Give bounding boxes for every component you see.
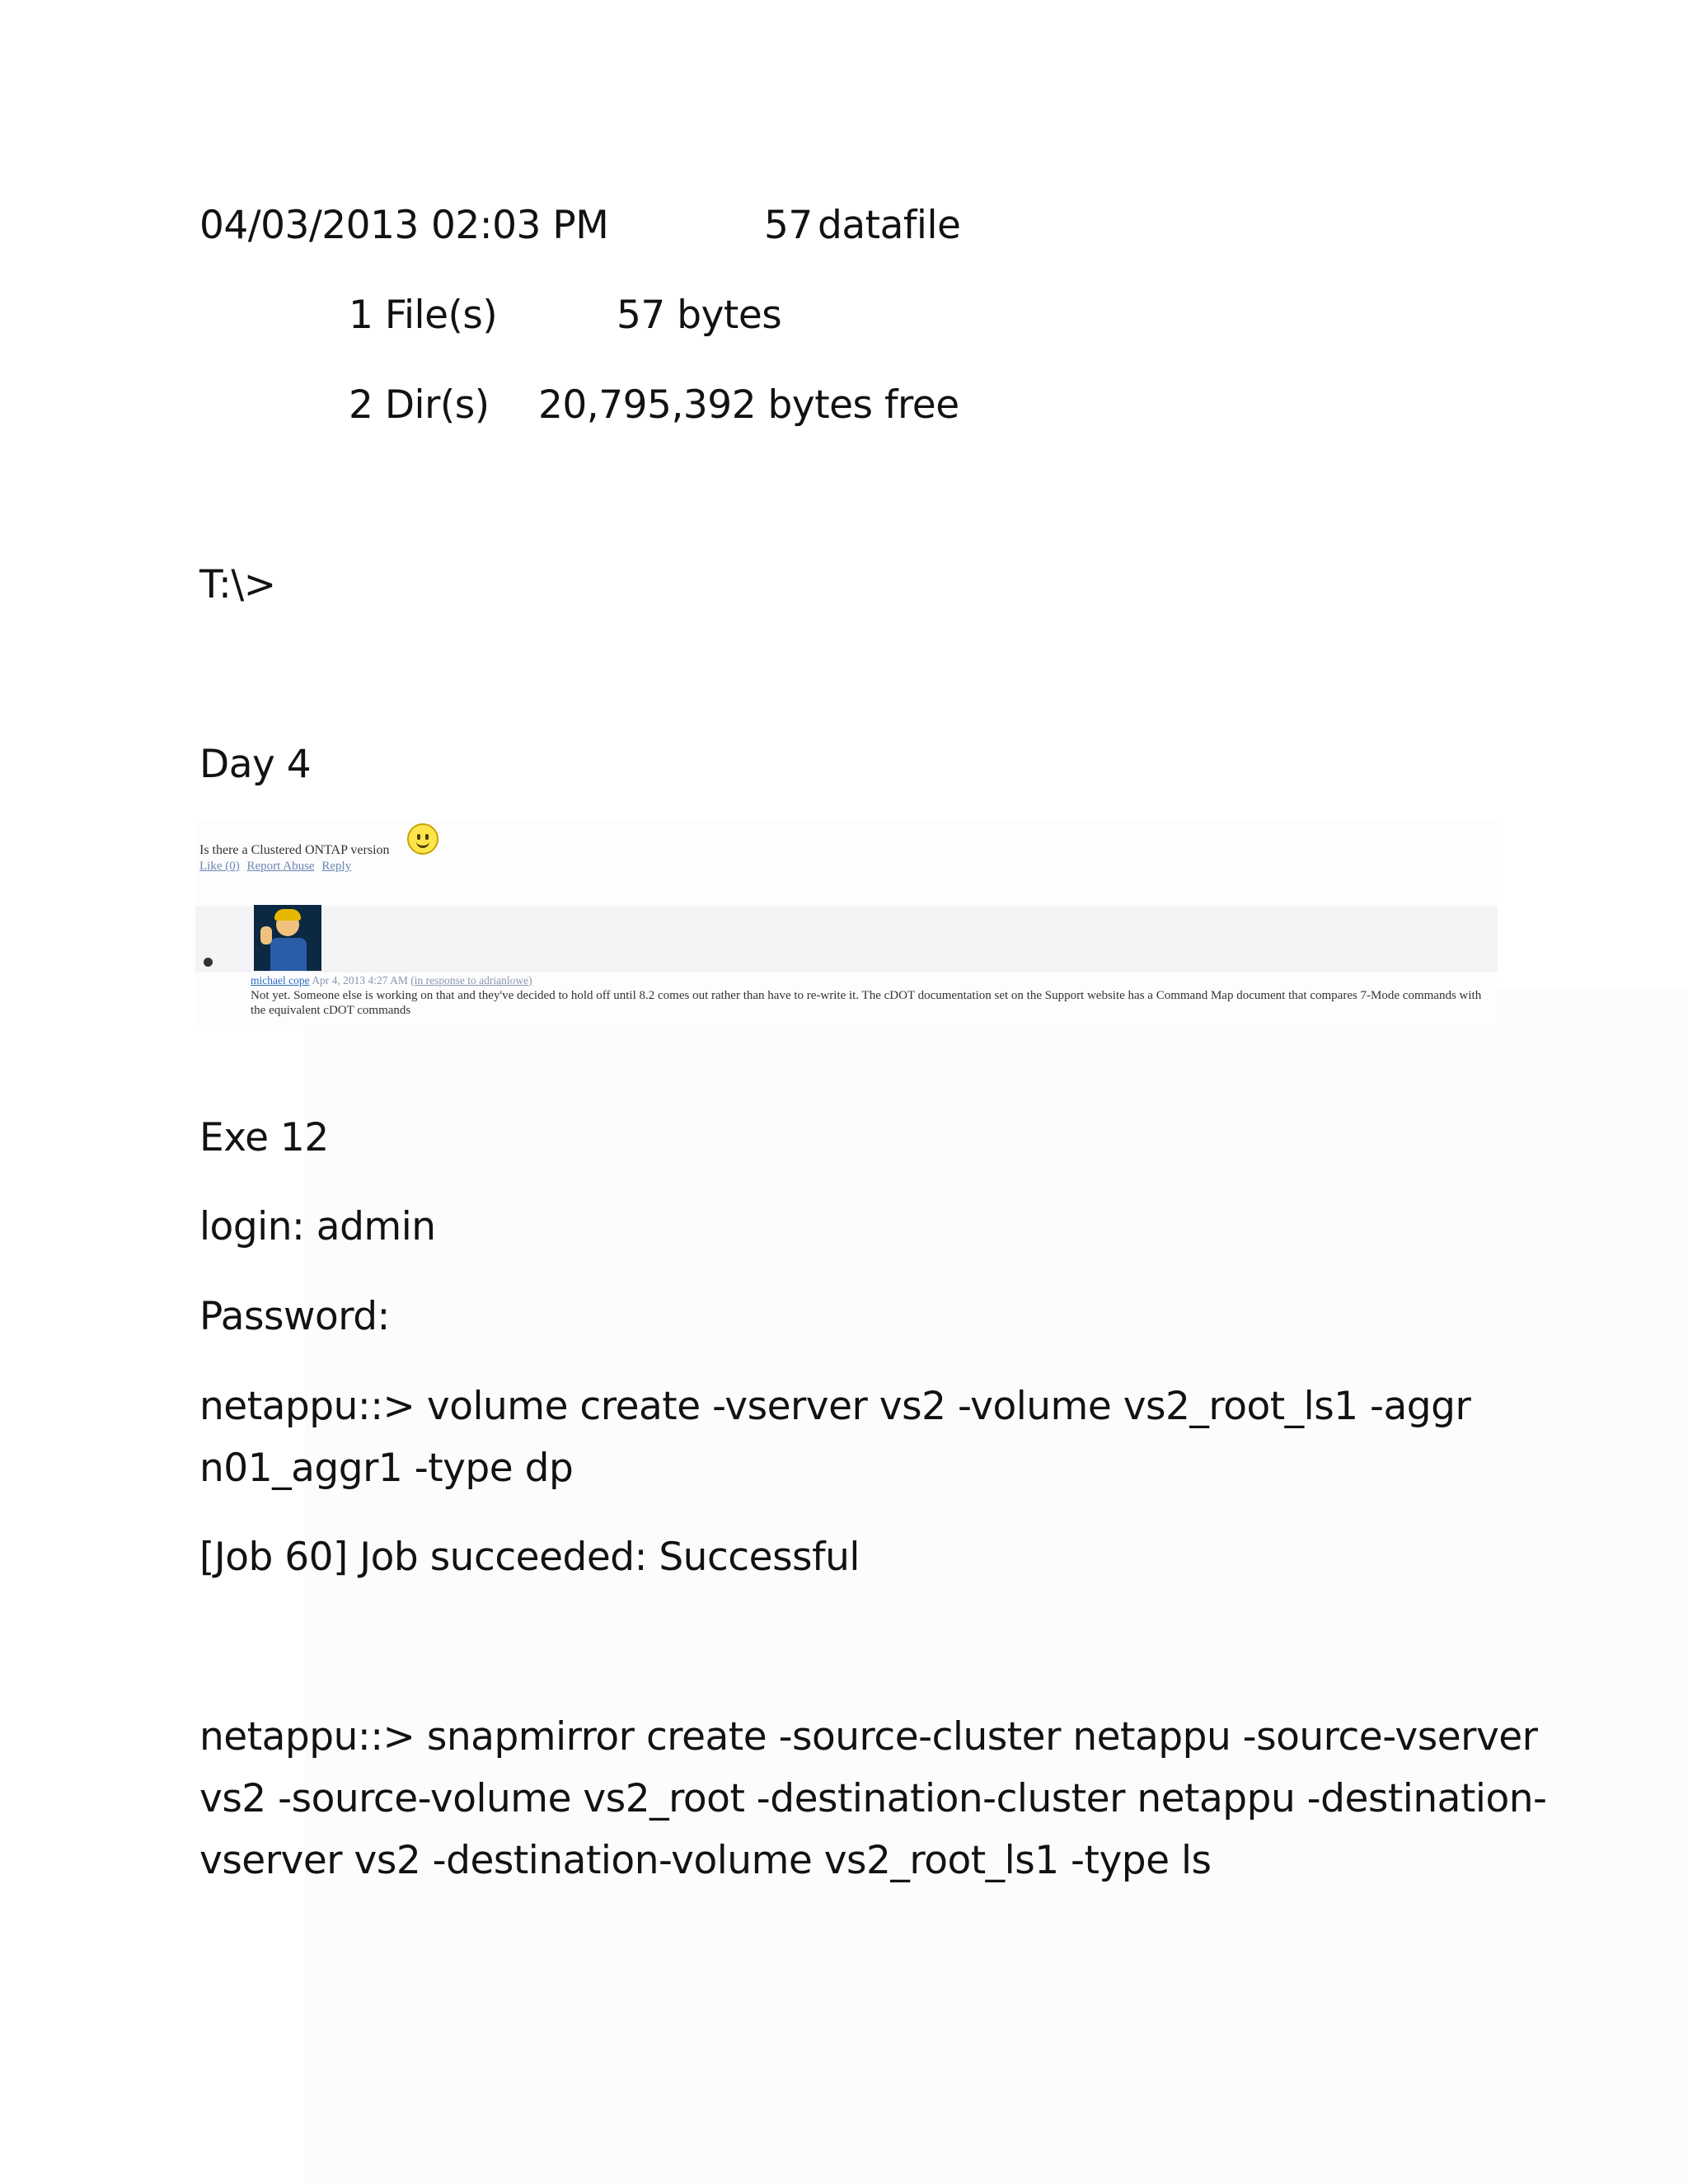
forum-actions — [199, 860, 355, 874]
reply-text: Not yet. Someone else is working on that and they've decided to hold off until 8.2 comes out rather than have to re-write it. The cDOT documentation set on the Support website has a Command Map document that compares 7-Mode commands with the equivalent cDOT commands — [251, 989, 1482, 1017]
day-heading: Day 4 — [199, 742, 312, 787]
job-result: [Job 60] Job succeeded: Successful — [199, 1535, 860, 1580]
avatar — [254, 905, 321, 971]
dir-free-bytes: 20,795,392 bytes free — [538, 382, 959, 428]
exercise-heading: Exe 12 — [199, 1115, 329, 1160]
password-line: Password: — [199, 1294, 390, 1339]
dir-filename: datafile — [818, 203, 961, 248]
command-prompt: T:\> — [199, 562, 276, 607]
volume-create-command: netappu::> volume create -vserver vs2 -volume vs2_root_ls1 -aggr n01_aggr1 -type dp — [199, 1384, 1471, 1491]
snapmirror-create-command: netappu::> snapmirror create -source-cluster netappu -source-vserver vs2 -source-volume vs2_root -destination-cluster netappu -destination-vserver vs2 -destination-volume vs2_root_ls1 -type ls — [199, 1714, 1547, 1883]
dir-files-count: 1 File(s) — [349, 293, 498, 338]
list-bullet — [204, 958, 213, 967]
reply-link[interactable]: Reply — [321, 860, 352, 873]
forum-question: Is there a Clustered ONTAP version — [199, 843, 390, 857]
login-line: login: admin — [199, 1204, 436, 1249]
report-abuse-link[interactable]: Report Abuse — [246, 860, 315, 873]
reply-meta — [251, 974, 532, 987]
author-link[interactable]: michael cope — [251, 974, 310, 987]
dir-time: 02:03 PM — [431, 203, 609, 248]
dir-file-size: 57 — [764, 203, 813, 248]
forum-screenshot — [195, 820, 1498, 1026]
dir-files-bytes: 57 bytes — [617, 293, 782, 338]
reply-header-band — [195, 907, 1498, 972]
reply-timestamp: Apr 4, 2013 4:27 AM — [312, 974, 408, 987]
dir-date: 04/03/2013 — [199, 203, 419, 248]
like-link[interactable]: Like (0) — [199, 860, 240, 873]
smiley-icon — [407, 823, 438, 855]
in-response-link[interactable]: (in response to adrianlowe) — [410, 974, 532, 987]
dir-dirs-count: 2 Dir(s) — [349, 382, 490, 428]
